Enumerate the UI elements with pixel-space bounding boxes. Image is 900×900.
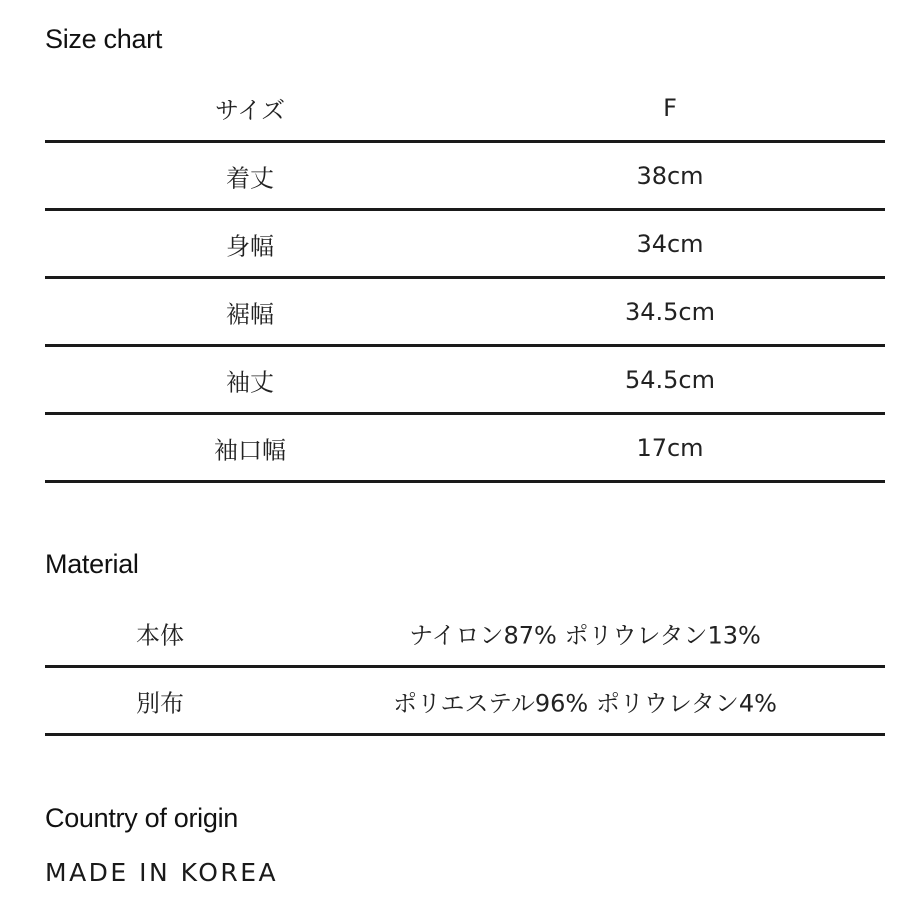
measurement-label: 裾幅 — [226, 300, 274, 328]
size-header-row — [45, 75, 885, 143]
table-row — [45, 600, 885, 668]
material-composition: ポリエステル96% ポリウレタン4% — [393, 689, 777, 717]
measurement-label: 身幅 — [226, 232, 274, 260]
measurement-value: 38cm — [636, 161, 704, 190]
material-composition: ナイロン87% ポリウレタン13% — [409, 621, 761, 649]
table-row — [45, 211, 885, 279]
table-row — [45, 668, 885, 736]
measurement-value: 54.5cm — [624, 365, 715, 394]
measurement-label: 袖口幅 — [214, 436, 286, 464]
size-chart-table — [45, 75, 885, 483]
country-of-origin-value: MADE IN KOREA — [45, 858, 279, 887]
size-header-value: F — [663, 93, 677, 122]
table-row — [45, 415, 885, 483]
material-part-label: 本体 — [136, 621, 184, 649]
material-part-label: 別布 — [136, 689, 184, 717]
measurement-label: 着丈 — [226, 164, 274, 192]
table-row — [45, 347, 885, 415]
material-title: Material — [45, 549, 139, 579]
table-row — [45, 143, 885, 211]
size-header-label: サイズ — [214, 96, 286, 124]
size-chart-title: Size chart — [45, 24, 163, 54]
measurement-value: 17cm — [636, 433, 704, 462]
table-row — [45, 279, 885, 347]
measurement-label: 袖丈 — [226, 368, 274, 396]
measurement-value: 34cm — [636, 229, 704, 258]
material-table — [45, 600, 885, 736]
country-of-origin-title: Country of origin — [45, 803, 238, 833]
measurement-value: 34.5cm — [624, 297, 715, 326]
